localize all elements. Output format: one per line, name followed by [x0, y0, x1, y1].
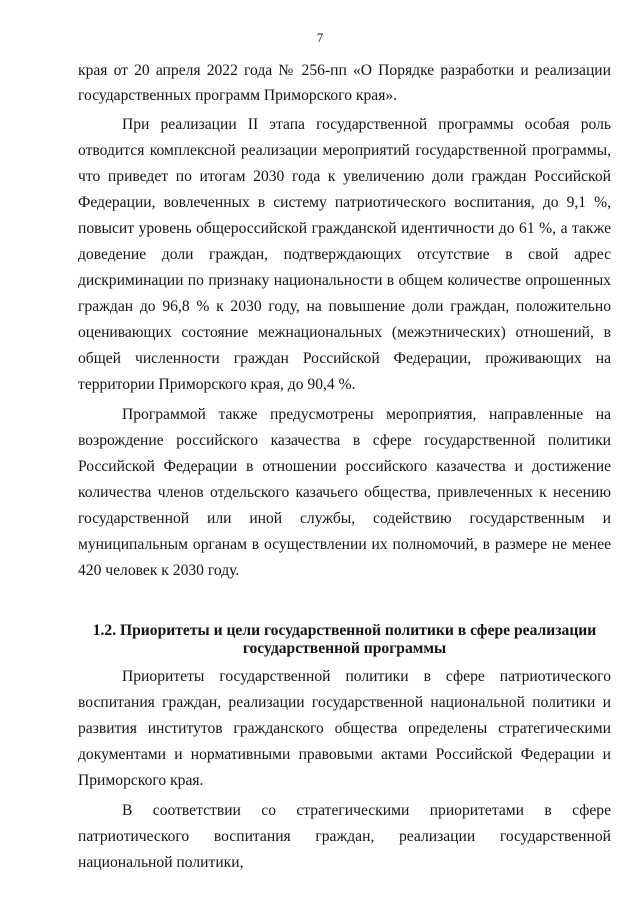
- section-heading: 1.2. Приоритеты и цели государственной политики в сфере реализации государственной программы: [92, 622, 597, 657]
- paragraph-cossacks: Программой также предусмотрены мероприятия, направленные на возрождение российского казачества в сфере государственной политики Российской Федерации в отношении российского казачества и достижение количества членов отдельского казачьего общества, привлеченных к несению государственной или иной службы, содействию государственным и муниципальным органам в осуществлении их полномочий, в размере не менее 420 человек к 2030 году.: [78, 406, 611, 579]
- paragraph-strategic: В соответствии со стратегическими приоритетами в сфере патриотического воспитания граждан, реализации государственной национальной политики,: [78, 802, 611, 871]
- paragraph-continuation: края от 20 апреля 2022 года № 256-пп «О Порядке разработки и реализации государственных программ Приморского края».: [78, 62, 611, 105]
- paragraph-priorities: Приоритеты государственной политики в сфере патриотического воспитания граждан, реализации государственной национальной политики и развития институтов гражданского общества определены стратегическими документами и нормативными правовыми актами Российской Федерации и Приморского края.: [78, 668, 611, 789]
- paragraph-stage-two: При реализации II этапа государственной программы особая роль отводится комплексной реализации мероприятий государственной программы, что приведет по итогам 2030 года к увеличению доли граждан Российской Федерации, вовлеченных в систему патриотического воспитания, до 9,1 %, повысит уровень общероссийской гражданской идентичности до 61 %, а также доведение доли граждан, подтверждающих отсутствие в свой адрес дискриминации по признаку национальности в общем количестве опрошенных граждан до 96,8 % к 2030 году, на повышение доли граждан, положительно оценивающих состояние межнациональных (межэтнических) отношений, в общей численности граждан Российской Федерации, проживающих на территории Приморского края, до 90,4 %.: [78, 116, 611, 393]
- page-number: 7: [316, 30, 324, 45]
